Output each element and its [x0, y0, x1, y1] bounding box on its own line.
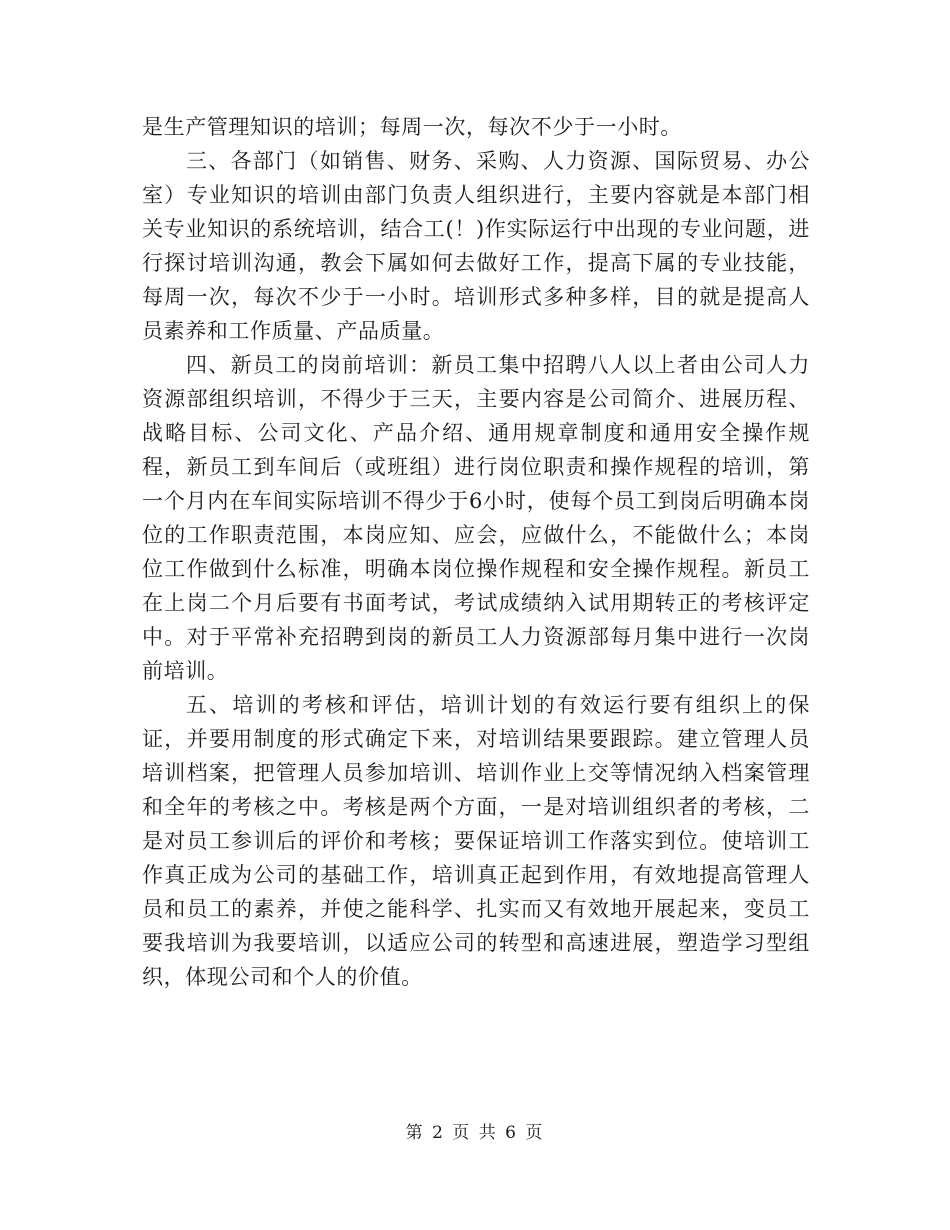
page-number-footer: 第 2 页 共 6 页: [405, 1123, 545, 1143]
paragraph-section-3: 三、各部门（如销售、财务、采购、人力资源、国际贸易、办公室）专业知识的培训由部门负责人组织进行，主要内容就是本部门相关专业知识的系统培训，结合工(！)作实际运行中出现的专业问题，进行探讨培训沟通，教会下属如何去做好工作，提高下属的专业技能，每周一次，每次不少于一小时。培训形式多种多样，目的就是提高人员素养和工作质量、产品质量。: [142, 149, 810, 343]
paragraph-section-4: 四、新员工的岗前培训：新员工集中招聘八人以上者由公司人力资源部组织培训，不得少于三天，主要内容是公司简介、进展历程、战略目标、公司文化、产品介绍、通用规章制度和通用安全操作规程，新员工到车间后（或班组）进行岗位职责和操作规程的培训，第一个月内在车间实际培训不得少于6小时，使每个员工到岗后明确本岗位的工作职责范围，本岗应知、应会，应做什么，不能做什么；本岗位工作做到什么标准，明确本岗位操作规程和安全操作规程。新员工在上岗二个月后要有书面考试，考试成绩纳入试用期转正的考核评定中。对于平常补充招聘到岗的新员工人力资源部每月集中进行一次岗前培训。: [142, 353, 810, 683]
document-body: [142, 110, 810, 994]
paragraph-section-5: 五、培训的考核和评估，培训计划的有效运行要有组织上的保证，并要用制度的形式确定下来，对培训结果要跟踪。建立管理人员培训档案，把管理人员参加培训、培训作业上交等情况纳入档案管理和全年的考核之中。考核是两个方面，一是对培训组织者的考核，二是对员工参训后的评价和考核；要保证培训工作落实到位。使培训工作真正成为公司的基础工作，培训真正起到作用，有效地提高管理人员和员工的素养，并使之能科学、扎实而又有效地开展起来，变员工要我培训为我要培训，以适应公司的转型和高速进展，塑造学习型组织，体现公司和个人的价值。: [142, 693, 810, 989]
paragraph-continuation: 是生产管理知识的培训；每周一次，每次不少于一小时。: [142, 115, 682, 139]
